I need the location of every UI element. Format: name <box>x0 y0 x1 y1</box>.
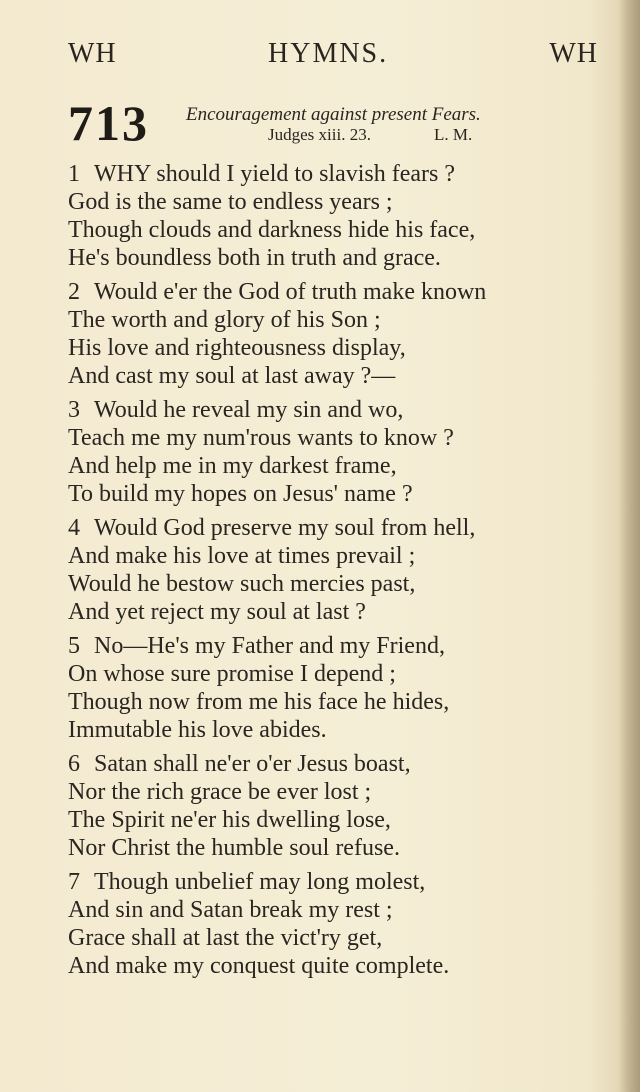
verse-line <box>68 160 608 188</box>
verse-line <box>68 278 608 306</box>
verse-line <box>68 514 608 542</box>
hymn-meter: L. M. <box>434 125 473 144</box>
verse-text: Satan shall ne'er o'er Jesus boast, <box>94 751 411 777</box>
stanza-number: 7 <box>68 869 80 895</box>
stanza-number: 1 <box>68 161 80 187</box>
verse-line <box>68 868 608 896</box>
verse-text: WHY should I yield to slavish fears ? <box>94 161 456 187</box>
verse-line: Nor Christ the humble soul refuse. <box>68 835 400 861</box>
verse-line <box>68 750 608 778</box>
verse-text: No—He's my Father and my Friend, <box>94 633 445 659</box>
stanza-2 <box>68 278 608 390</box>
running-head-right: WH <box>549 38 598 69</box>
page-binding-edge <box>618 0 640 1092</box>
hymn-verses <box>68 160 608 986</box>
verse-line: Nor the rich grace be ever lost ; <box>68 779 372 805</box>
verse-line: On whose sure promise I depend ; <box>68 661 396 687</box>
verse-line: And help me in my darkest frame, <box>68 453 397 479</box>
verse-line: Though now from me his face he hides, <box>68 689 450 715</box>
verse-line: He's boundless both in truth and grace. <box>68 245 441 271</box>
verse-line: His love and righteousness display, <box>68 335 406 361</box>
stanza-number: 4 <box>68 515 80 541</box>
verse-line: And cast my soul at last away ?— <box>68 363 396 389</box>
verse-line: Though clouds and darkness hide his face, <box>68 217 476 243</box>
verse-line: And yet reject my soul at last ? <box>68 599 366 625</box>
verse-text: Would he reveal my sin and wo, <box>94 397 404 423</box>
verse-line: And make his love at times prevail ; <box>68 543 416 569</box>
verse-line: God is the same to endless years ; <box>68 189 393 215</box>
verse-line <box>68 396 608 424</box>
hymn-number: 713 <box>68 95 149 151</box>
hymn-title: Encouragement against present Fears. <box>186 104 481 125</box>
verse-line: Grace shall at last the vict'ry get, <box>68 925 383 951</box>
verse-text: Would e'er the God of truth make known <box>94 279 487 305</box>
stanza-number: 6 <box>68 751 80 777</box>
verse-line: The Spirit ne'er his dwelling lose, <box>68 807 391 833</box>
verse-line: To build my hopes on Jesus' name ? <box>68 481 413 507</box>
stanza-5 <box>68 632 608 744</box>
running-head-left: WH <box>68 38 117 69</box>
verse-line: The worth and glory of his Son ; <box>68 307 381 333</box>
verse-text: Though unbelief may long molest, <box>94 869 426 895</box>
stanza-7 <box>68 868 608 980</box>
verse-line: And sin and Satan break my rest ; <box>68 897 393 923</box>
verse-line <box>68 632 608 660</box>
verse-line: Teach me my num'rous wants to know ? <box>68 425 454 451</box>
verse-line: Would he bestow such mercies past, <box>68 571 416 597</box>
verse-line: And make my conquest quite complete. <box>68 953 450 979</box>
running-head <box>68 38 598 74</box>
stanza-6 <box>68 750 608 862</box>
stanza-number: 2 <box>68 279 80 305</box>
stanza-number: 5 <box>68 633 80 659</box>
stanza-3 <box>68 396 608 508</box>
verse-text: Would God preserve my soul from hell, <box>94 515 476 541</box>
stanza-number: 3 <box>68 397 80 423</box>
stanza-1 <box>68 160 608 272</box>
hymn-heading <box>68 95 588 154</box>
scripture-reference: Judges xiii. 23. <box>268 125 371 144</box>
verse-line: Immutable his love abides. <box>68 717 327 743</box>
stanza-4 <box>68 514 608 626</box>
running-head-title: HYMNS. <box>268 38 389 69</box>
